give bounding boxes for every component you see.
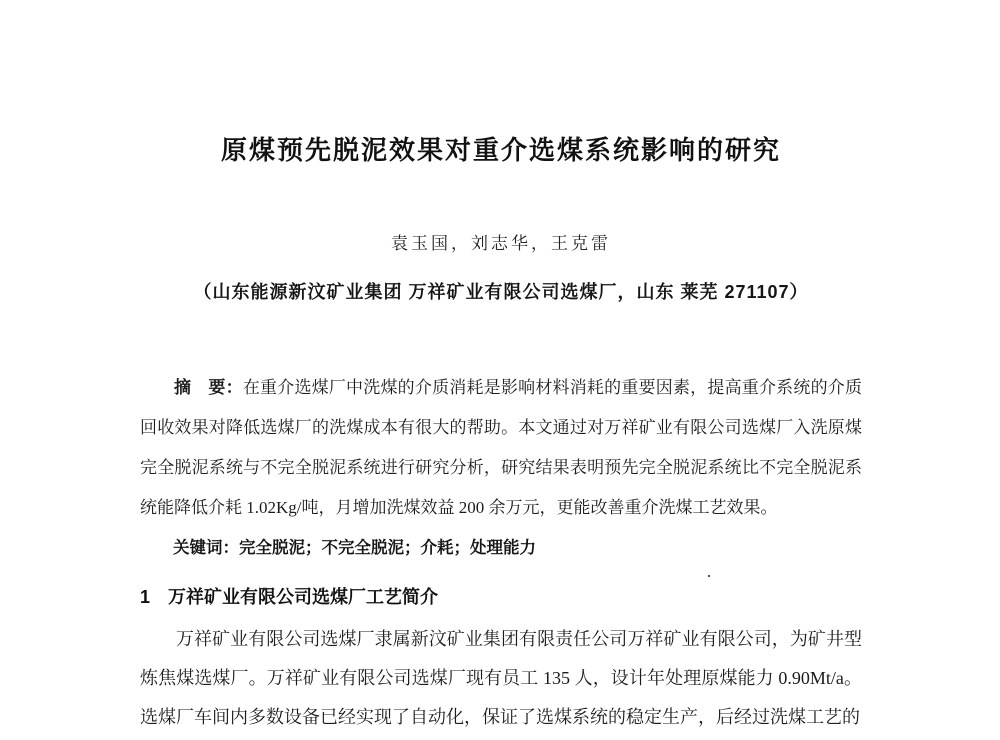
keywords-text: 完全脱泥；不完全脱泥；介耗；处理能力 (239, 539, 536, 557)
paper-affiliation: （山东能源新汶矿业集团 万祥矿业有限公司选煤厂，山东 莱芜 271107） (193, 282, 809, 302)
paper-authors: 袁玉国，刘志华，王克雷 (391, 234, 611, 253)
keywords-label: 关键词： (173, 539, 239, 557)
abstract-paragraph (140, 368, 862, 528)
abstract-label: 摘 要： (174, 378, 243, 397)
abstract-text: 在重介选煤厂中洗煤的介质消耗是影响材料消耗的重要因素，提高重介系统的介质回收效果对降低选煤厂的洗煤成本有很大的帮助。本文通过对万祥矿业有限公司选煤厂入洗原煤完全脱泥系统与不完全脱泥系统进行研究分析，研究结果表明预先完全脱泥系统比不完全脱泥系统能降低介耗 1.02Kg/吨，月增加洗煤效益 200 余万元，更能改善重介洗煤工艺效果。 (140, 378, 863, 517)
section-1-heading: 1 万祥矿业有限公司选煤厂工艺简介 (140, 587, 439, 607)
section-1-paragraph: 万祥矿业有限公司选煤厂隶属新汶矿业集团有限责任公司万祥矿业有限公司，为矿井型炼焦煤选煤厂。万祥矿业有限公司选煤厂现有员工 135 人，设计年处理原煤能力 0.90Mt/a。选煤厂车间内多数设备已经实现了自动化，保证了选煤系统的稳定生产，后经过洗煤工艺的 (140, 629, 862, 727)
paper-title: 原煤预先脱泥效果对重介选煤系统影响的研究 (220, 135, 781, 165)
keywords-line (140, 528, 862, 568)
stray-dot-mark: · (706, 566, 712, 586)
